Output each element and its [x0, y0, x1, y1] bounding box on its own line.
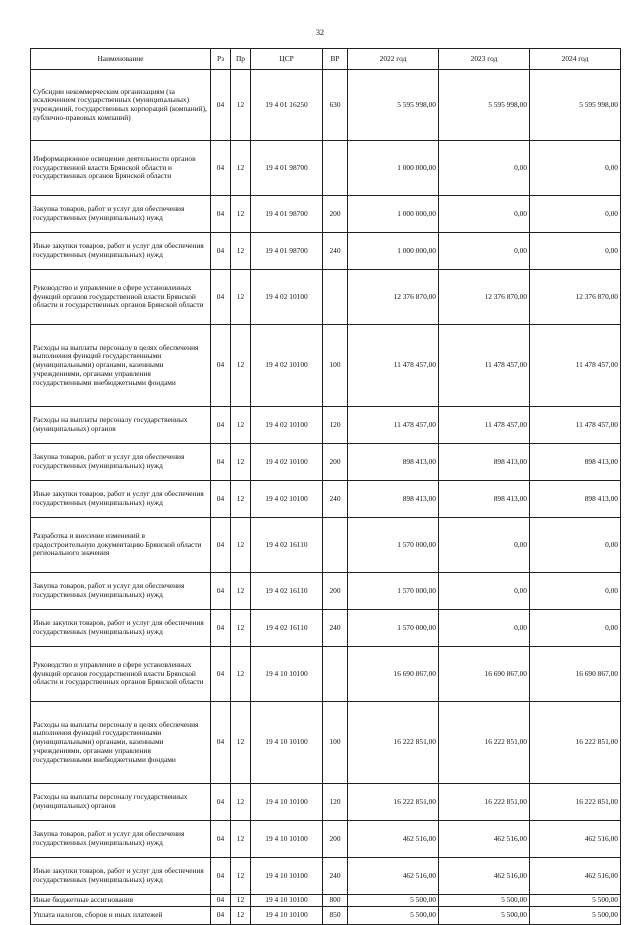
table-row [31, 858, 621, 895]
cell-pr: 12 [231, 518, 251, 573]
cell-pr: 12 [231, 906, 251, 924]
cell-rz: 04 [211, 702, 231, 784]
cell-rz: 04 [211, 821, 231, 858]
cell-2022: 16 690 867,00 [348, 647, 439, 702]
cell-vr: 200 [323, 573, 348, 610]
cell-name: Закупка товаров, работ и услуг для обеспечения государственных (муниципальных) нужд [31, 821, 211, 858]
cell-rz: 04 [211, 610, 231, 647]
cell-2023: 0,00 [439, 573, 530, 610]
cell-2023: 5 500,00 [439, 906, 530, 924]
cell-vr: 100 [323, 325, 348, 407]
cell-name: Расходы на выплаты персоналу государственных (муниципальных) органов [31, 407, 211, 444]
cell-csr: 19 4 01 98700 [251, 196, 323, 233]
cell-2023: 0,00 [439, 141, 530, 196]
cell-name: Информационное освещение деятельности органов государственной власти Брянской области и государственных органов Брянской области [31, 141, 211, 196]
cell-2024: 11 478 457,00 [530, 407, 621, 444]
cell-pr: 12 [231, 784, 251, 821]
cell-2024: 0,00 [530, 141, 621, 196]
cell-2024: 0,00 [530, 610, 621, 647]
cell-pr: 12 [231, 895, 251, 907]
cell-rz: 04 [211, 270, 231, 325]
cell-2024: 5 500,00 [530, 895, 621, 907]
cell-name: Расходы на выплаты персоналу в целях обеспечения выполнения функций государственными (муниципальными) органами, казенными учреждениями, органами управления государственными внебюджетными фондами [31, 702, 211, 784]
cell-vr: 120 [323, 784, 348, 821]
cell-2022: 12 376 870,00 [348, 270, 439, 325]
cell-2023: 5 595 998,00 [439, 70, 530, 141]
cell-2022: 1 000 000,00 [348, 141, 439, 196]
header-2023: 2023 год [439, 49, 530, 70]
cell-name: Расходы на выплаты персоналу в целях обеспечения выполнения функций государственными (муниципальными) органами, казенными учреждениями, органами управления государственными внебюджетными фондами [31, 325, 211, 407]
header-csr: ЦСР [251, 49, 323, 70]
cell-2022: 462 516,00 [348, 858, 439, 895]
cell-pr: 12 [231, 325, 251, 407]
table-row [31, 647, 621, 702]
cell-2022: 1 000 000,00 [348, 196, 439, 233]
cell-rz: 04 [211, 141, 231, 196]
table-row [31, 70, 621, 141]
cell-csr: 19 4 01 16250 [251, 70, 323, 141]
cell-csr: 19 4 10 10100 [251, 858, 323, 895]
cell-csr: 19 4 02 10100 [251, 270, 323, 325]
cell-2022: 11 478 457,00 [348, 407, 439, 444]
cell-csr: 19 4 01 98700 [251, 141, 323, 196]
cell-2023: 16 690 867,00 [439, 647, 530, 702]
cell-2024: 0,00 [530, 518, 621, 573]
cell-vr: 800 [323, 895, 348, 907]
cell-2023: 898 413,00 [439, 481, 530, 518]
cell-csr: 19 4 02 10100 [251, 325, 323, 407]
cell-vr [323, 647, 348, 702]
cell-rz: 04 [211, 906, 231, 924]
cell-csr: 19 4 02 16110 [251, 610, 323, 647]
cell-pr: 12 [231, 407, 251, 444]
cell-2023: 462 516,00 [439, 858, 530, 895]
cell-2023: 0,00 [439, 518, 530, 573]
cell-csr: 19 4 02 10100 [251, 444, 323, 481]
table-row [31, 784, 621, 821]
cell-2022: 16 222 851,00 [348, 784, 439, 821]
table-row [31, 141, 621, 196]
cell-csr: 19 4 01 98700 [251, 233, 323, 270]
cell-2022: 462 516,00 [348, 821, 439, 858]
cell-2024: 0,00 [530, 233, 621, 270]
cell-name: Закупка товаров, работ и услуг для обеспечения государственных (муниципальных) нужд [31, 444, 211, 481]
cell-rz: 04 [211, 573, 231, 610]
cell-2024: 5 595 998,00 [530, 70, 621, 141]
cell-2024: 12 376 870,00 [530, 270, 621, 325]
cell-2024: 898 413,00 [530, 481, 621, 518]
cell-name: Закупка товаров, работ и услуг для обеспечения государственных (муниципальных) нужд [31, 573, 211, 610]
cell-csr: 19 4 10 10100 [251, 821, 323, 858]
cell-2023: 11 478 457,00 [439, 407, 530, 444]
cell-rz: 04 [211, 895, 231, 907]
cell-2023: 5 500,00 [439, 895, 530, 907]
cell-name: Руководство и управление в сфере установленных функций органов государственной власти Брянской области и государственных органов Брянской области [31, 647, 211, 702]
header-rz: Рз [211, 49, 231, 70]
cell-pr: 12 [231, 270, 251, 325]
table-row [31, 895, 621, 907]
cell-2022: 16 222 851,00 [348, 702, 439, 784]
cell-2024: 5 500,00 [530, 906, 621, 924]
cell-csr: 19 4 10 10100 [251, 784, 323, 821]
cell-2023: 0,00 [439, 610, 530, 647]
cell-pr: 12 [231, 70, 251, 141]
cell-vr [323, 141, 348, 196]
page-number: 32 [316, 28, 324, 37]
table-row [31, 518, 621, 573]
cell-2022: 1 570 000,00 [348, 610, 439, 647]
table-row [31, 407, 621, 444]
table-row [31, 270, 621, 325]
cell-name: Разработка и внесение изменений в градостроительную документацию Брянской области регионального значения [31, 518, 211, 573]
cell-csr: 19 4 02 16110 [251, 573, 323, 610]
table-row [31, 906, 621, 924]
cell-rz: 04 [211, 784, 231, 821]
cell-name: Иные закупки товаров, работ и услуг для обеспечения государственных (муниципальных) нужд [31, 233, 211, 270]
cell-rz: 04 [211, 647, 231, 702]
header-2024: 2024 год [530, 49, 621, 70]
cell-2024: 16 222 851,00 [530, 784, 621, 821]
cell-name: Иные закупки товаров, работ и услуг для обеспечения государственных (муниципальных) нужд [31, 858, 211, 895]
table-row [31, 573, 621, 610]
cell-2022: 1 570 000,00 [348, 518, 439, 573]
cell-vr: 200 [323, 196, 348, 233]
cell-pr: 12 [231, 610, 251, 647]
cell-2024: 462 516,00 [530, 858, 621, 895]
cell-2022: 1 570 000,00 [348, 573, 439, 610]
cell-pr: 12 [231, 196, 251, 233]
cell-csr: 19 4 10 10100 [251, 702, 323, 784]
cell-2023: 0,00 [439, 233, 530, 270]
cell-2023: 12 376 870,00 [439, 270, 530, 325]
cell-rz: 04 [211, 325, 231, 407]
cell-rz: 04 [211, 70, 231, 141]
cell-pr: 12 [231, 573, 251, 610]
cell-2024: 11 478 457,00 [530, 325, 621, 407]
cell-2023: 0,00 [439, 196, 530, 233]
cell-name: Расходы на выплаты персоналу государственных (муниципальных) органов [31, 784, 211, 821]
cell-vr: 200 [323, 821, 348, 858]
table-row [31, 233, 621, 270]
cell-2023: 11 478 457,00 [439, 325, 530, 407]
cell-2024: 0,00 [530, 196, 621, 233]
cell-2023: 16 222 851,00 [439, 702, 530, 784]
cell-csr: 19 4 10 10100 [251, 906, 323, 924]
table-row [31, 196, 621, 233]
cell-vr: 100 [323, 702, 348, 784]
cell-vr: 850 [323, 906, 348, 924]
table-row [31, 481, 621, 518]
cell-pr: 12 [231, 821, 251, 858]
cell-pr: 12 [231, 141, 251, 196]
cell-vr: 240 [323, 481, 348, 518]
cell-csr: 19 4 02 16110 [251, 518, 323, 573]
cell-2024: 462 516,00 [530, 821, 621, 858]
cell-2022: 5 595 998,00 [348, 70, 439, 141]
cell-csr: 19 4 10 10100 [251, 895, 323, 907]
header-pr: Пр [231, 49, 251, 70]
cell-vr: 240 [323, 610, 348, 647]
cell-2023: 16 222 851,00 [439, 784, 530, 821]
table-row [31, 610, 621, 647]
cell-rz: 04 [211, 481, 231, 518]
table-row [31, 325, 621, 407]
cell-2022: 5 500,00 [348, 895, 439, 907]
header-vr: ВР [323, 49, 348, 70]
cell-name: Руководство и управление в сфере установленных функций органов государственной власти Брянской области и государственных органов Брянской области [31, 270, 211, 325]
cell-rz: 04 [211, 518, 231, 573]
cell-2023: 898 413,00 [439, 444, 530, 481]
cell-vr [323, 518, 348, 573]
cell-2024: 16 222 851,00 [530, 702, 621, 784]
cell-2022: 898 413,00 [348, 481, 439, 518]
cell-rz: 04 [211, 233, 231, 270]
cell-rz: 04 [211, 407, 231, 444]
cell-name: Закупка товаров, работ и услуг для обеспечения государственных (муниципальных) нужд [31, 196, 211, 233]
cell-pr: 12 [231, 702, 251, 784]
cell-2024: 898 413,00 [530, 444, 621, 481]
cell-vr: 240 [323, 858, 348, 895]
table-row [31, 444, 621, 481]
cell-name: Иные бюджетные ассигнования [31, 895, 211, 907]
cell-vr: 200 [323, 444, 348, 481]
cell-vr: 630 [323, 70, 348, 141]
cell-rz: 04 [211, 444, 231, 481]
cell-rz: 04 [211, 196, 231, 233]
header-2022: 2022 год [348, 49, 439, 70]
cell-pr: 12 [231, 858, 251, 895]
cell-vr: 120 [323, 407, 348, 444]
cell-pr: 12 [231, 647, 251, 702]
budget-table [30, 48, 621, 925]
header-name: Наименование [31, 49, 211, 70]
cell-csr: 19 4 10 10100 [251, 647, 323, 702]
cell-name: Иные закупки товаров, работ и услуг для обеспечения государственных (муниципальных) нужд [31, 481, 211, 518]
cell-vr: 240 [323, 233, 348, 270]
table-header-row [31, 49, 621, 70]
cell-rz: 04 [211, 858, 231, 895]
table-row [31, 821, 621, 858]
cell-name: Уплата налогов, сборов и иных платежей [31, 906, 211, 924]
cell-2024: 16 690 867,00 [530, 647, 621, 702]
cell-2022: 5 500,00 [348, 906, 439, 924]
cell-2022: 898 413,00 [348, 444, 439, 481]
cell-name: Субсидии некоммерческим организациям (за исключением государственных (муниципальных) учреждений, государственных корпораций (компаний), публично-правовых компаний) [31, 70, 211, 141]
cell-csr: 19 4 02 10100 [251, 407, 323, 444]
cell-2023: 462 516,00 [439, 821, 530, 858]
cell-csr: 19 4 02 10100 [251, 481, 323, 518]
cell-pr: 12 [231, 444, 251, 481]
cell-2024: 0,00 [530, 573, 621, 610]
cell-vr [323, 270, 348, 325]
cell-2022: 1 000 000,00 [348, 233, 439, 270]
cell-pr: 12 [231, 233, 251, 270]
cell-2022: 11 478 457,00 [348, 325, 439, 407]
cell-pr: 12 [231, 481, 251, 518]
table-row [31, 702, 621, 784]
cell-name: Иные закупки товаров, работ и услуг для обеспечения государственных (муниципальных) нужд [31, 610, 211, 647]
